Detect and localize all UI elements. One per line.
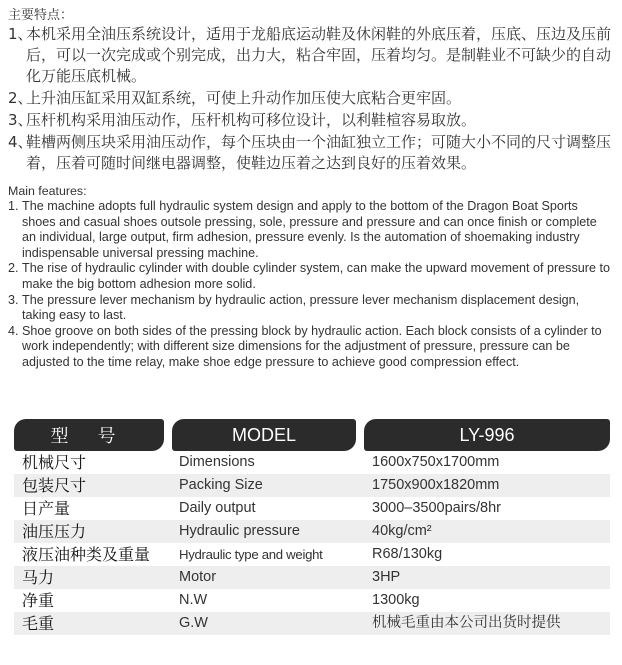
- spec-row-hydraulic-pressure: [14, 520, 610, 543]
- en-feature-number: 3.: [8, 292, 19, 307]
- en-feature-item: [8, 199, 612, 261]
- cn-feature-text: 鞋槽两侧压块采用油压动作，每个压块由一个油缸独立工作；可随大小不同的尺寸调整压着，压着可随时间继电器调整，使鞋边压着之达到良好的压着效果。: [26, 133, 612, 172]
- spec-label-en: Daily output: [179, 500, 256, 516]
- en-feature-number: 4.: [8, 323, 19, 338]
- cn-feature-text: 本机采用全油压系统设计，适用于龙船底运动鞋及休闲鞋的外底压着，压底、压边及压前后，可以一次完成或个别完成，出力大，粘合牢固，压着均匀。是制鞋业不可缺少的自动化万能压底机械。: [26, 25, 612, 85]
- header-model-cn: 型 号: [14, 419, 164, 451]
- spec-label-en: Dimensions: [179, 454, 255, 470]
- spec-label-cn: 油压压力: [22, 522, 87, 541]
- cn-feature-item: [8, 24, 614, 87]
- spec-row-dimensions: [14, 451, 610, 474]
- spec-label-en: N.W: [179, 592, 208, 608]
- en-feature-text: Shoe groove on both sides of the pressing block by hydraulic action. Each block consists of a cylinder to work independently; with different size dimensions for the adjustment of pressure, pressure can be adjusted to the time relay, make shoe edge pressure to achieve good compression effect.: [22, 323, 602, 369]
- en-feature-text: The pressure lever mechanism by hydraulic action, pressure lever mechanism displacement design, taking easy to last.: [22, 292, 580, 323]
- spec-label-cn: 净重: [22, 591, 55, 610]
- spec-row-daily-output: [14, 497, 610, 520]
- en-feature-number: 1.: [8, 199, 19, 213]
- spec-value: 1750x900x1820mm: [372, 477, 500, 493]
- en-feature-text: The rise of hydraulic cylinder with double cylinder system, can make the upward movement of pressure to make the big bottom adhesion more solid.: [22, 261, 610, 291]
- spec-value: 3000–3500pairs/8hr: [372, 500, 501, 516]
- en-feature-item: [8, 324, 612, 371]
- spec-label-en: Packing Size: [179, 477, 263, 493]
- cn-feature-item: [8, 110, 614, 131]
- spec-label-en: Motor: [179, 569, 217, 585]
- spec-row-motor: [14, 566, 610, 589]
- en-feature-item: [8, 293, 612, 324]
- cn-feature-text: 压杆机构采用油压动作，压杆机构可移位设计，以利鞋楦容易取放。: [26, 111, 477, 129]
- cn-feature-number: 4、: [8, 133, 33, 151]
- spec-row-gross-weight: [14, 612, 610, 635]
- cn-features-title: 主要特点：: [8, 8, 74, 23]
- spec-row-packing-size: [14, 474, 610, 497]
- cn-feature-number: 3、: [8, 111, 33, 129]
- spec-row-hydraulic-type: [14, 543, 610, 566]
- cn-feature-number: 1、: [8, 25, 33, 43]
- spec-label-cn: 日产量: [22, 499, 71, 518]
- en-features-title: Main features:: [8, 184, 87, 198]
- cn-feature-number: 2、: [8, 89, 33, 107]
- en-feature-item: [8, 261, 612, 292]
- header-model-en: MODEL: [172, 419, 356, 451]
- spec-value: 机械毛重由本公司出货时提供: [372, 615, 561, 631]
- header-model-value: LY-996: [364, 419, 610, 451]
- en-feature-number: 2.: [8, 261, 19, 276]
- spec-label-cn: 机械尺寸: [22, 453, 87, 472]
- en-feature-text: The machine adopts full hydraulic system design and apply to the bottom of the Dragon Boat Sports shoes and casual shoes outsole pressing, sole, pressure and pressure and can once finish or complete an individual, large output, firm adhesion, pressure evenly. Is the automation of shoemaking industry indispensable universal pressing machine.: [22, 199, 597, 260]
- cn-feature-item: [8, 132, 614, 174]
- spec-label-en: G.W: [179, 615, 208, 631]
- spec-label-cn: 毛重: [22, 614, 55, 633]
- spec-label-en: Hydraulic pressure: [179, 523, 300, 539]
- spec-label-cn: 包装尺寸: [22, 476, 87, 495]
- spec-table-header: [14, 419, 610, 451]
- en-features-list: [8, 199, 612, 371]
- spec-row-net-weight: [14, 589, 610, 612]
- spec-value: 1600x750x1700mm: [372, 454, 500, 470]
- spec-label-cn: 液压油种类及重量: [22, 545, 151, 564]
- cn-feature-item: [8, 88, 614, 109]
- spec-value: R68/130kg: [372, 546, 443, 562]
- spec-label-en: Hydraulic type and weight: [179, 547, 323, 562]
- spec-value: 3HP: [372, 569, 401, 585]
- spec-value: 1300kg: [372, 592, 420, 608]
- cn-features-list: [8, 24, 614, 175]
- cn-feature-text: 上升油压缸采用双缸系统，可使上升动作加压使大底粘合更牢固。: [26, 89, 462, 107]
- spec-label-cn: 马力: [22, 568, 55, 587]
- spec-table: [14, 419, 610, 635]
- spec-value: 40kg/cm²: [372, 523, 432, 539]
